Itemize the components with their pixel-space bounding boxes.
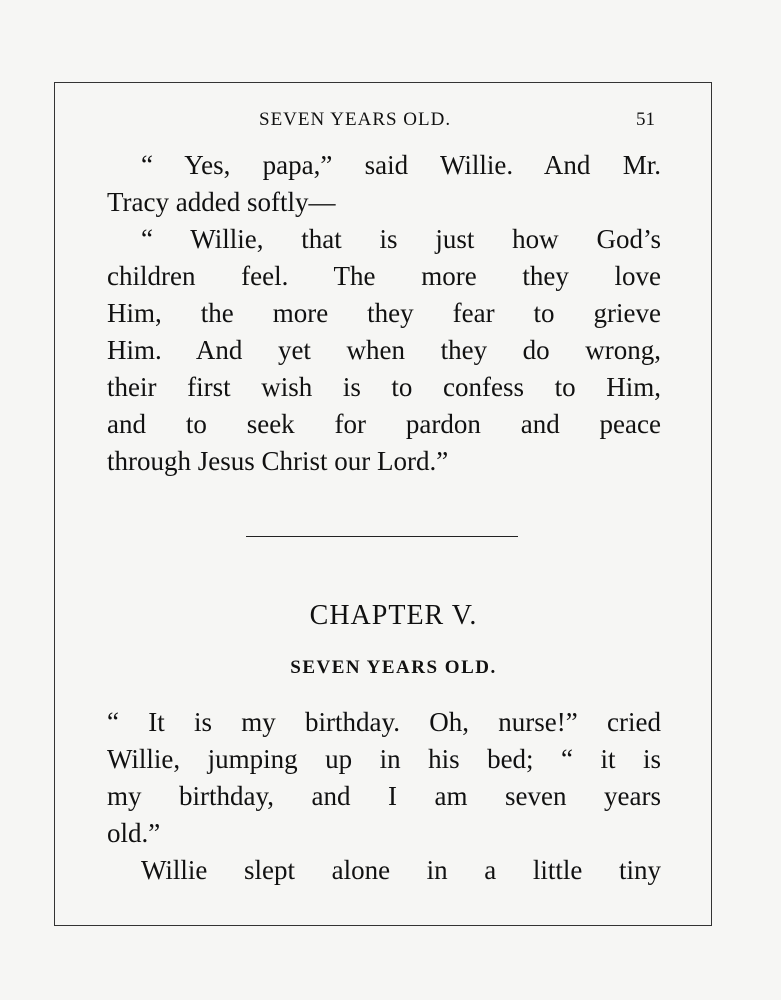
passage-2	[107, 704, 661, 889]
text-line: Willie slept alone in a little tiny	[141, 855, 661, 885]
text-line: through Jesus Christ our Lord.”	[107, 446, 449, 476]
text-line: their first wish is to confess to Him,	[107, 372, 661, 402]
running-title: SEVEN YEARS OLD.	[259, 109, 452, 130]
text-line: children feel. The more they love	[107, 261, 661, 291]
section-divider	[246, 536, 518, 537]
text-line: Tracy added softly—	[107, 187, 336, 217]
text-line: Willie, jumping up in his bed; “ it is	[107, 744, 661, 774]
text-line: “ Yes, papa,” said Willie. And Mr.	[141, 150, 661, 180]
text-line: Him, the more they fear to grieve	[107, 298, 661, 328]
text-line: old.”	[107, 818, 161, 848]
text-line: and to seek for pardon and peace	[107, 409, 661, 439]
passage-1	[107, 147, 661, 480]
chapter-subtitle: SEVEN YEARS OLD.	[290, 657, 497, 678]
text-line: “ It is my birthday. Oh, nurse!” cried	[107, 707, 661, 737]
page-number: 51	[636, 109, 655, 130]
text-line: my birthday, and I am seven years	[107, 781, 661, 811]
chapter-title: CHAPTER V.	[309, 600, 478, 631]
running-head	[0, 109, 781, 133]
text-line: “ Willie, that is just how God’s	[141, 224, 661, 254]
text-line: Him. And yet when they do wrong,	[107, 335, 661, 365]
